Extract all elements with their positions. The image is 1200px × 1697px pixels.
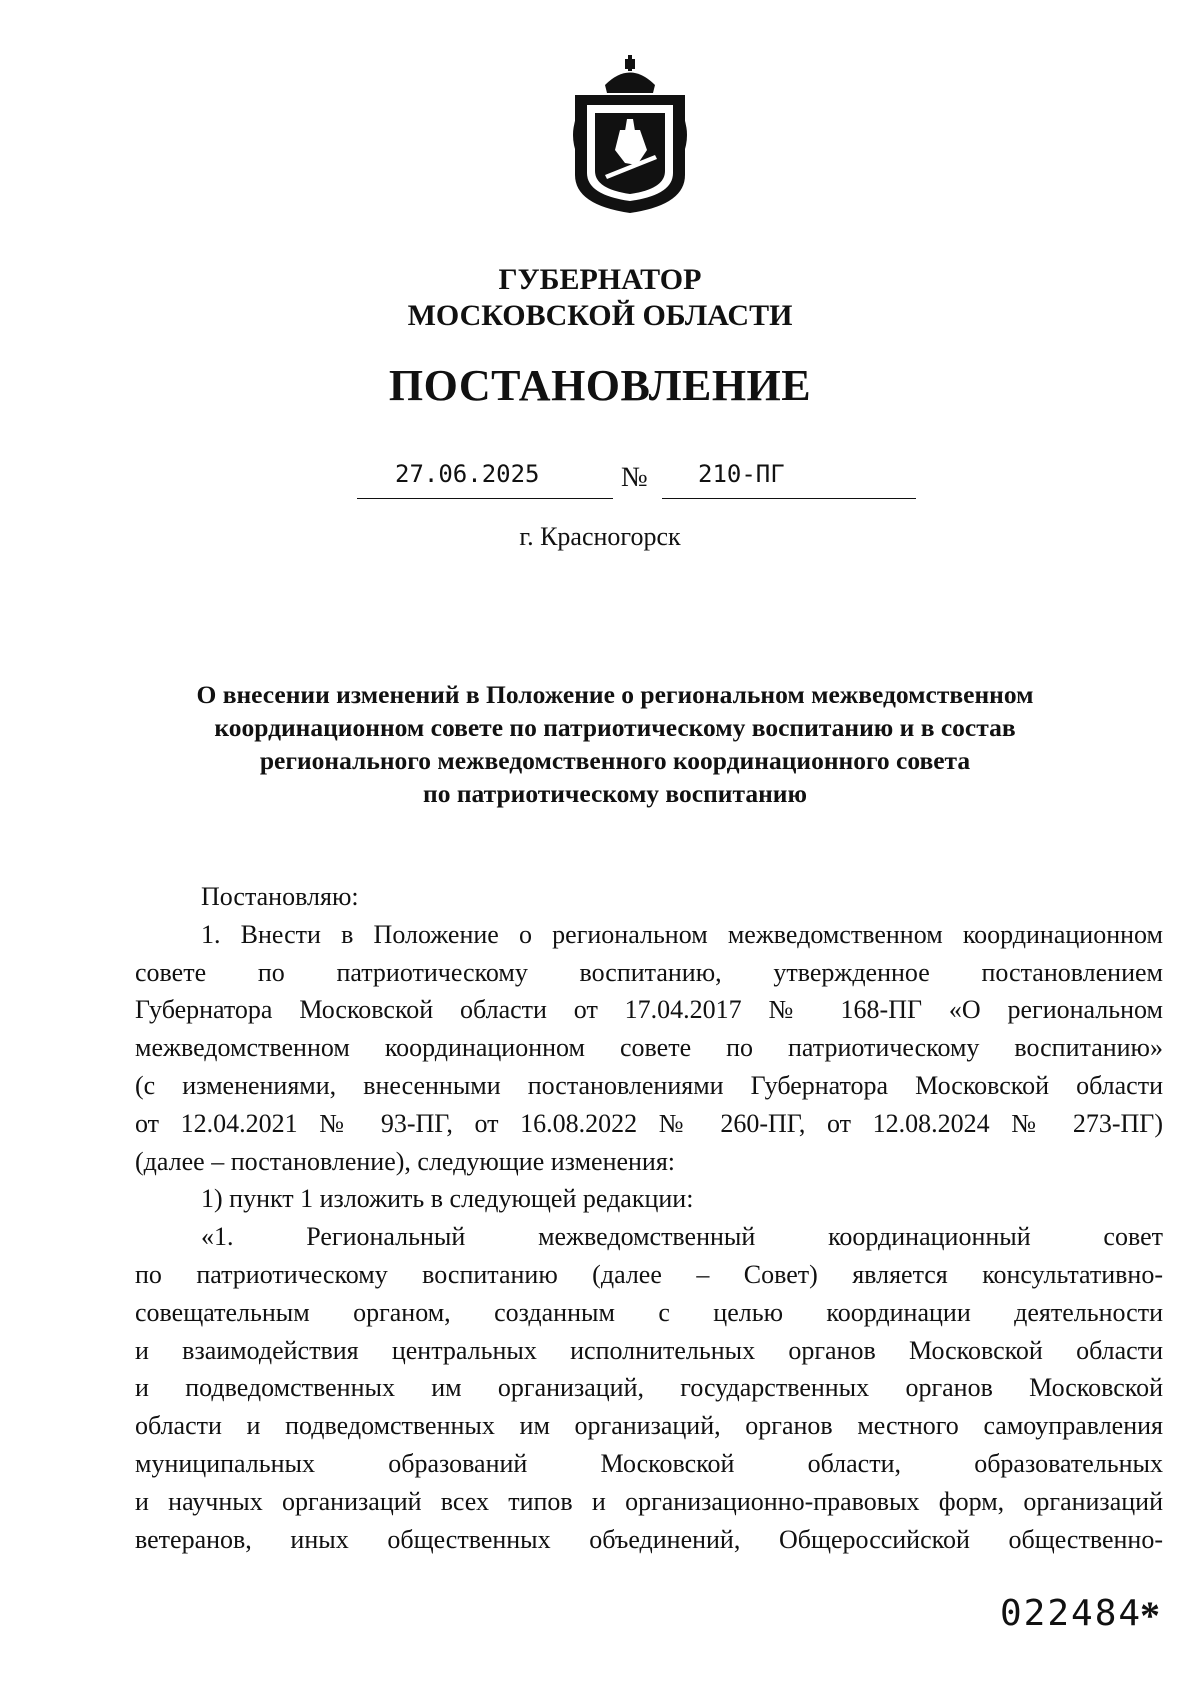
- body-line: области и подведомственных им организаций, органов местного самоуправления: [135, 1411, 1163, 1441]
- body-line: Постановляю:: [201, 882, 359, 911]
- body-line: ветеранов, иных общественных объединений, Общероссийской общественно-: [135, 1524, 1163, 1554]
- body-line: межведомственном координационном совете по патриотическому воспитанию»: [135, 1033, 1163, 1063]
- body-line: по патриотическому воспитанию (далее – Совет) является консультативно-: [135, 1259, 1163, 1289]
- document-body: [135, 878, 1163, 1558]
- body-line: и научных организаций всех типов и организационно-правовых форм, организаций: [135, 1486, 1163, 1516]
- asterisk-mark-icon: *: [1140, 1593, 1160, 1638]
- body-line: (далее – постановление), следующие изменения:: [135, 1146, 676, 1176]
- body-line: (с изменениями, внесенными постановлениями Губернатора Московской области: [135, 1070, 1163, 1100]
- body-line: совете по патриотическому воспитанию, утвержденное постановлением: [135, 957, 1163, 987]
- authority-title: ГУБЕРНАТОР: [498, 263, 702, 296]
- subject-line: координационном совете по патриотическому воспитанию и в состав: [214, 713, 1016, 742]
- document-date: 27.06.2025: [395, 460, 540, 488]
- body-line: и подведомственных им организаций, государственных органов Московской: [135, 1373, 1163, 1403]
- city: г. Красногорск: [519, 522, 681, 551]
- subject-line: по патриотическому воспитанию: [423, 779, 807, 808]
- moscow-oblast-coat-of-arms-icon: [565, 55, 695, 215]
- subject-line: О внесении изменений в Положение о региональном межведомственном: [196, 680, 1034, 709]
- body-line: «1. Региональный межведомственный координационный совет: [201, 1222, 1163, 1252]
- document-date-field: [357, 460, 613, 499]
- body-line: 1) пункт 1 изложить в следующей редакции:: [201, 1184, 694, 1214]
- document-subject: [130, 678, 1100, 810]
- body-line: совещательным органом, созданным с целью координации деятельности: [135, 1297, 1163, 1327]
- body-line: 1. Внести в Положение о региональном межведомственном координационном: [201, 919, 1163, 949]
- document-type: ПОСТАНОВЛЕНИЕ: [388, 361, 812, 410]
- number-sign: №: [621, 462, 648, 493]
- body-line: Губернатора Московской области от 17.04.2017 № 168-ПГ «О региональном: [135, 995, 1163, 1025]
- document-number-field: [662, 460, 916, 499]
- body-line: и взаимодействия центральных исполнительных органов Московской области: [135, 1335, 1163, 1365]
- authority-subtitle: МОСКОВСКОЙ ОБЛАСТИ: [407, 299, 793, 332]
- body-line: муниципальных образований Московской области, образовательных: [135, 1448, 1163, 1478]
- body-line: от 12.04.2021 № 93-ПГ, от 16.08.2022 № 260-ПГ, от 12.08.2024 № 273-ПГ): [135, 1108, 1163, 1138]
- registration-stamp-number: 022484: [1000, 1593, 1143, 1634]
- subject-line: регионального межведомственного координационного совета: [259, 746, 971, 775]
- document-number: 210-ПГ: [698, 460, 785, 488]
